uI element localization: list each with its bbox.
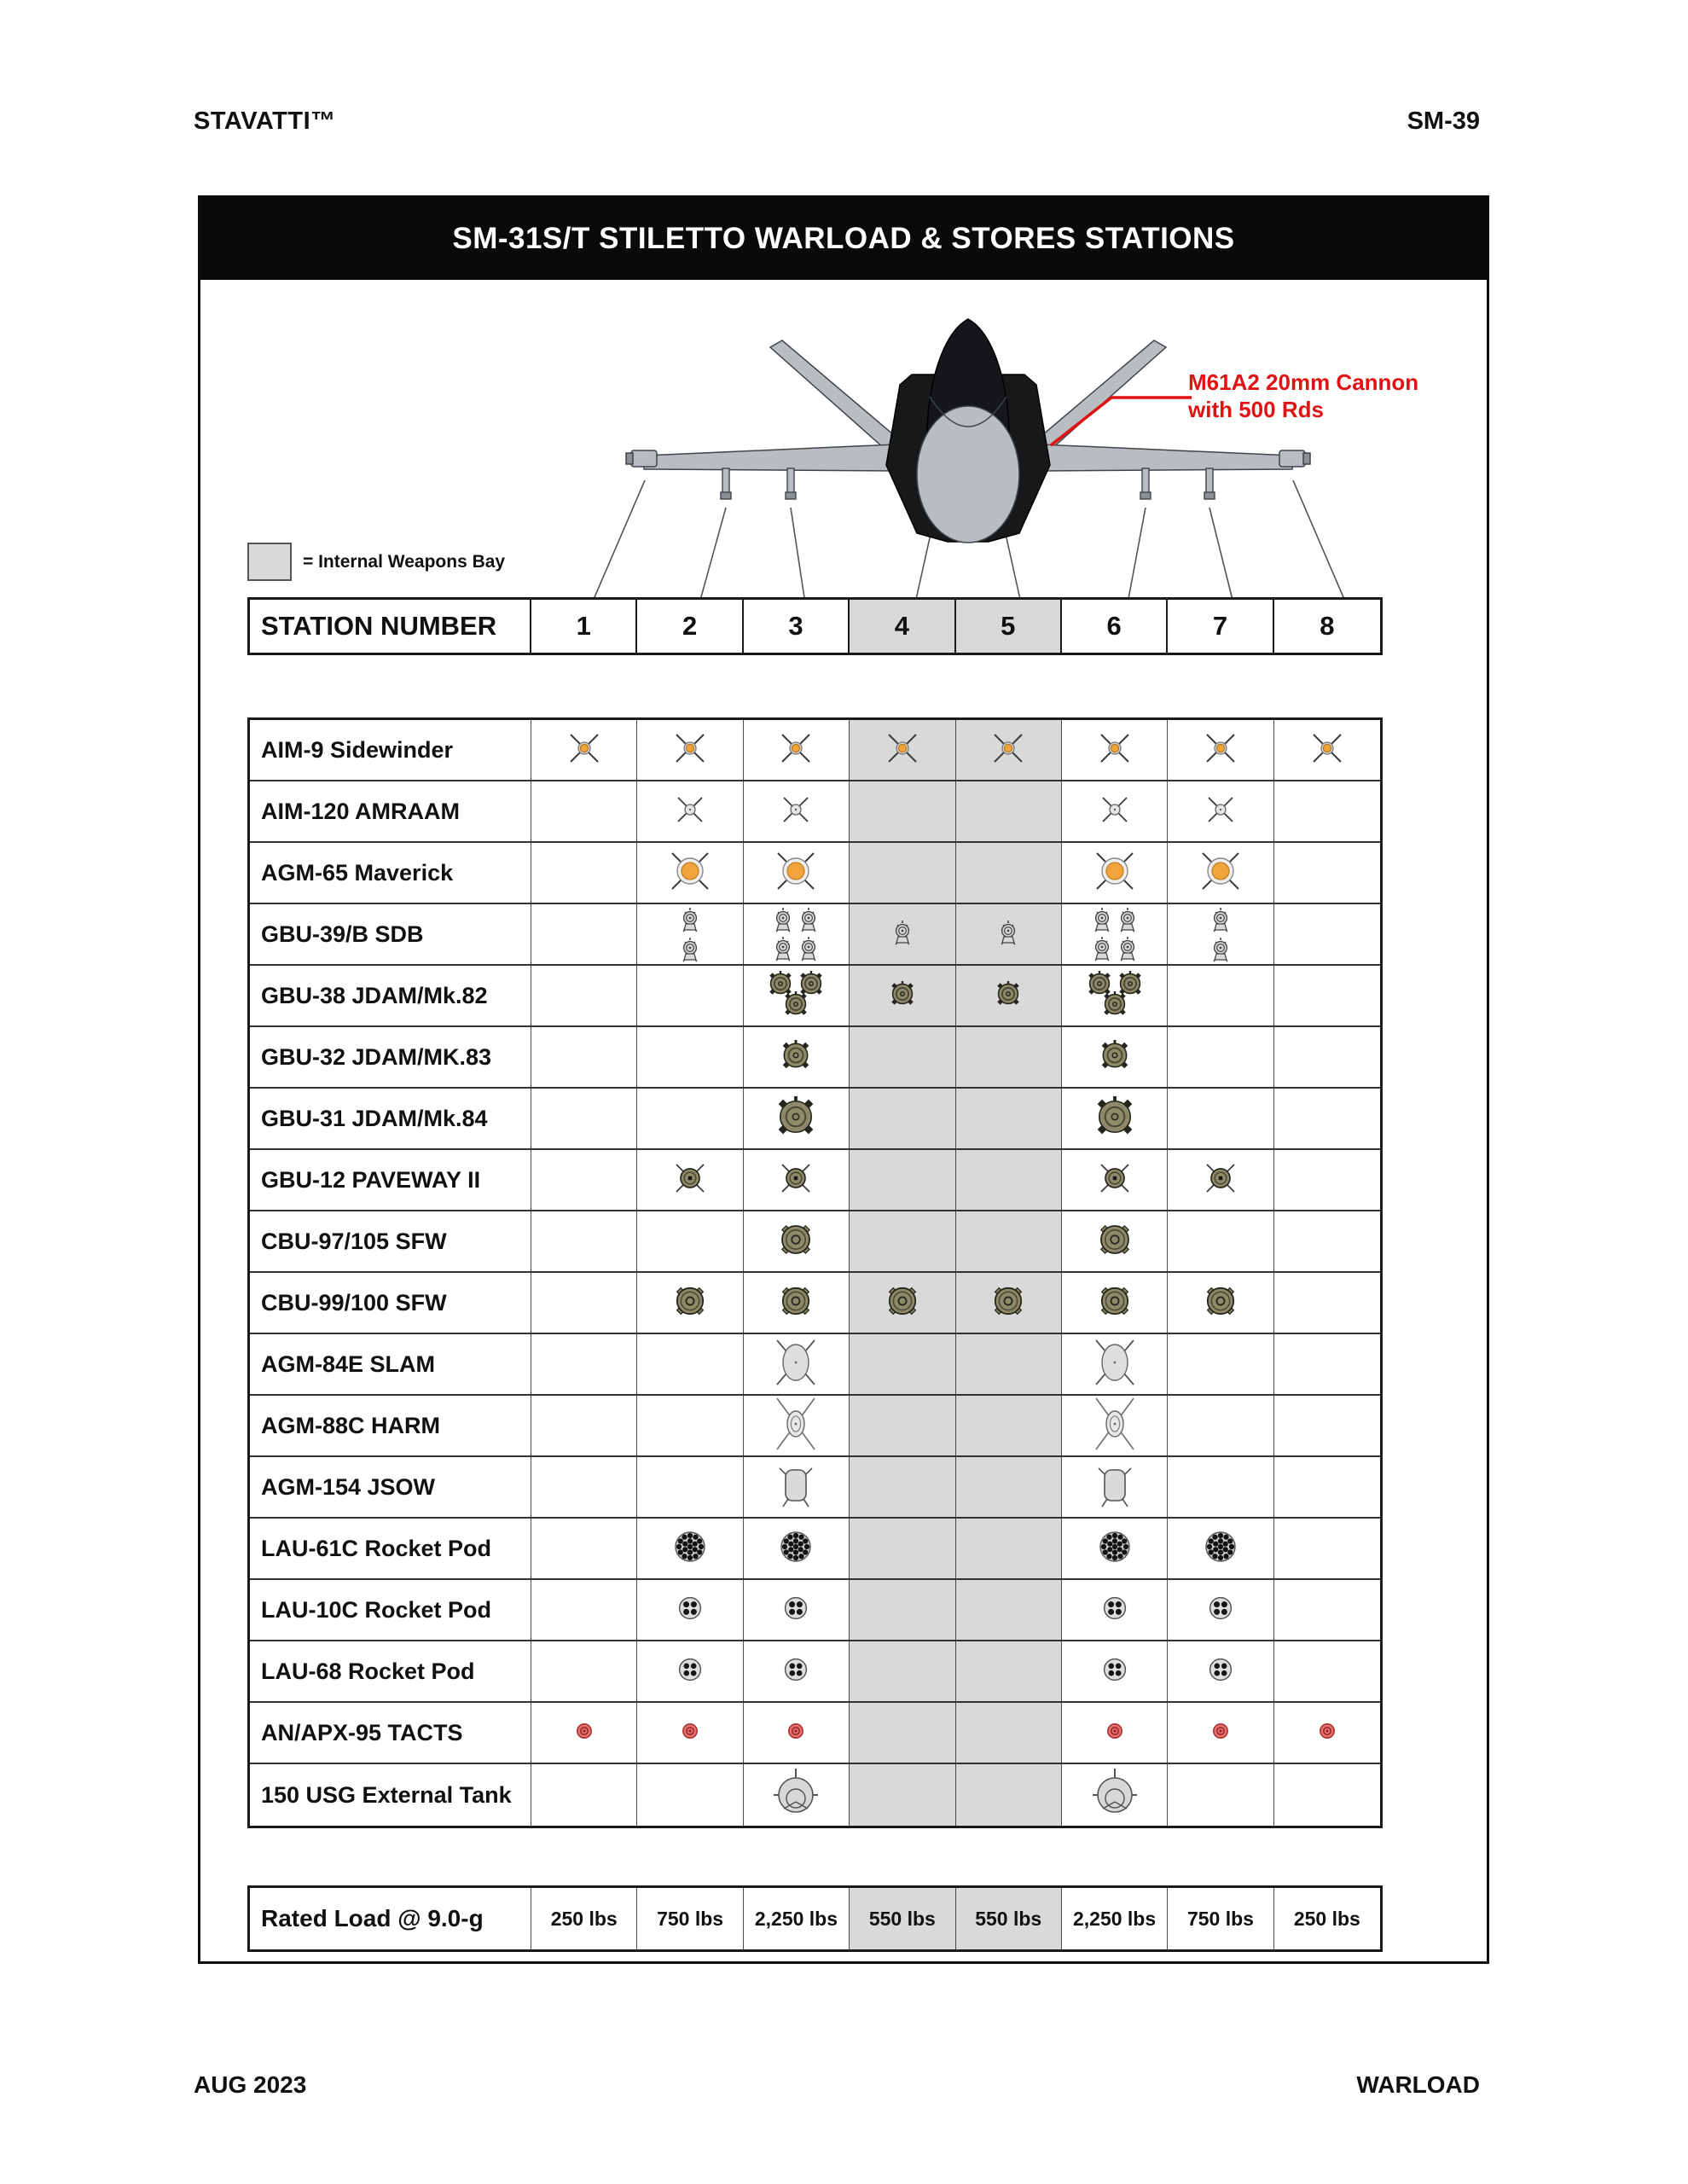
lau68-pod-icon [1103, 1658, 1127, 1686]
station-loadout-cell [1168, 1089, 1273, 1148]
station-loadout-cell [1274, 1027, 1380, 1087]
weapon-row [250, 1457, 1380, 1519]
station-loadout-cell [1062, 1641, 1168, 1701]
weapon-row [250, 720, 1380, 781]
internal-bay-legend [247, 543, 505, 581]
aim120-missile-icon [676, 795, 705, 828]
weapons-stores-table [247, 717, 1383, 1828]
cbu97-bomb-icon [1098, 1223, 1132, 1261]
weapon-row [250, 1519, 1380, 1580]
aim9-missile-icon [1310, 731, 1344, 770]
station-loadout-cell [1062, 1334, 1168, 1394]
agm154-glide-icon [777, 1463, 815, 1512]
aim9-missile-icon [567, 731, 601, 770]
station-loadout-cell [1062, 1211, 1168, 1271]
weapon-label-cell: AN/APX-95 TACTS [250, 1703, 531, 1763]
station-loadout-cell [850, 1396, 955, 1455]
station-loadout-cell [531, 1641, 637, 1701]
station-loadout-cell [744, 1396, 850, 1455]
agm65-missile-icon [668, 849, 712, 897]
cannon-annotation [1188, 369, 1470, 423]
gbu39-bomb-icon [1212, 907, 1229, 962]
station-loadout-cell [850, 1334, 955, 1394]
station-loadout-cell [637, 1457, 743, 1517]
cbu99-bomb-icon [886, 1285, 919, 1321]
tacts-pod-icon [576, 1722, 593, 1744]
station-loadout-cell [744, 1703, 850, 1763]
station-loadout-cell [956, 1150, 1062, 1210]
fuel-tank-icon [771, 1767, 821, 1824]
station-loadout-cell [637, 781, 743, 841]
station-loadout-cell [1274, 1273, 1380, 1333]
weapon-row [250, 1764, 1380, 1826]
station-loadout-cell [956, 966, 1062, 1025]
station-loadout-cell [1168, 966, 1273, 1025]
station-loadout-cell [531, 1334, 637, 1394]
aircraft-front-view [548, 310, 1453, 604]
station-loadout-cell [1062, 1027, 1168, 1087]
weapon-row [250, 1211, 1380, 1273]
station-loadout-cell [744, 1027, 850, 1087]
fuel-tank-icon [1090, 1767, 1140, 1824]
gbu38-bomb-icon [768, 971, 824, 1021]
station-loadout-cell [1274, 781, 1380, 841]
lau68-pod-icon [678, 1658, 702, 1686]
station-loadout-cell [850, 1150, 955, 1210]
station-loadout-cell [637, 1211, 743, 1271]
weapon-row [250, 781, 1380, 843]
station-loadout-cell [1168, 1580, 1273, 1640]
station-loadout-cell [531, 1580, 637, 1640]
weapon-row [250, 1027, 1380, 1089]
aim9-missile-icon [673, 731, 707, 770]
weapon-label-cell: AGM-154 JSOW [250, 1457, 531, 1517]
weapon-label-cell: GBU-31 JDAM/Mk.84 [250, 1089, 531, 1148]
station-loadout-cell [956, 720, 1062, 780]
station-loadout-cell [1062, 1519, 1168, 1578]
station-loadout-cell [1168, 904, 1273, 964]
station-loadout-cell [1168, 1334, 1273, 1394]
aim120-missile-icon [1206, 795, 1235, 828]
station-loadout-cell [1274, 1580, 1380, 1640]
weapon-row [250, 1273, 1380, 1334]
station-number-cell: 5 [956, 600, 1062, 653]
station-loadout-cell [1274, 1211, 1380, 1271]
station-loadout-cell [1062, 1396, 1168, 1455]
station-loadout-cell [744, 781, 850, 841]
station-number-cell: 4 [850, 600, 955, 653]
weapon-label-cell: CBU-99/100 SFW [250, 1273, 531, 1333]
station-loadout-cell [1274, 904, 1380, 964]
station-loadout-cell [956, 1334, 1062, 1394]
station-loadout-cell [1062, 1089, 1168, 1148]
panel-title: SM-31S/T STILETTO WARLOAD & STORES STATIONS [452, 222, 1235, 255]
weapon-row [250, 843, 1380, 904]
aim120-missile-icon [781, 795, 810, 828]
station-loadout-cell [1168, 781, 1273, 841]
agm84-missile-icon [1090, 1338, 1140, 1391]
rated-load-value: 250 lbs [1293, 1907, 1360, 1930]
station-loadout-cell [744, 720, 850, 780]
station-loadout-cell [850, 781, 955, 841]
tacts-pod-icon [787, 1722, 804, 1744]
aim9-missile-icon [991, 731, 1025, 770]
station-loadout-cell [956, 1580, 1062, 1640]
lau61-pod-icon [780, 1531, 812, 1567]
rated-load-table [247, 1885, 1383, 1952]
lau68-pod-icon [1209, 1658, 1233, 1686]
agm65-missile-icon [1093, 849, 1137, 897]
rated-load-value: 2,250 lbs [744, 1888, 850, 1949]
station-loadout-cell [637, 1273, 743, 1333]
doc-code: SM-39 [1407, 107, 1480, 135]
station-loadout-cell [1062, 781, 1168, 841]
station-loadout-cell [1168, 1519, 1273, 1578]
weapon-row [250, 1580, 1380, 1641]
gbu39-bomb-icon [682, 907, 699, 962]
weapon-label-cell: AIM-120 AMRAAM [250, 781, 531, 841]
aim9-missile-icon [1204, 731, 1238, 770]
gbu39-bomb-icon [774, 907, 817, 961]
station-loadout-cell [637, 1764, 743, 1826]
station-loadout-cell [1168, 1211, 1273, 1271]
brand-text: STAVATTI™ [194, 107, 336, 135]
agm65-missile-icon [774, 849, 818, 897]
station-loadout-cell [850, 1457, 955, 1517]
gbu12-bomb-icon [778, 1160, 814, 1200]
gbu32-bomb-icon [780, 1040, 811, 1075]
station-loadout-cell [744, 1457, 850, 1517]
station-loadout-cell [850, 904, 955, 964]
station-loadout-cell [744, 966, 850, 1025]
station-loadout-cell [1168, 1027, 1273, 1087]
station-loadout-cell [1168, 843, 1273, 903]
agm88-missile-icon [769, 1397, 822, 1455]
cbu99-bomb-icon [1099, 1285, 1131, 1321]
gbu39-bomb-icon [1000, 920, 1017, 950]
cannon-annotation-line1: M61A2 20mm Cannon [1188, 369, 1419, 395]
station-loadout-cell [531, 966, 637, 1025]
cannon-annotation-line2: with 500 Rds [1188, 397, 1324, 422]
station-loadout-cell [1274, 1150, 1380, 1210]
gbu31-bomb-icon [1094, 1096, 1135, 1141]
station-loadout-cell [744, 1150, 850, 1210]
station-loadout-cell [531, 1703, 637, 1763]
lau10-pod-icon [784, 1596, 808, 1624]
legend-label: = Internal Weapons Bay [303, 551, 506, 572]
station-loadout-cell [956, 843, 1062, 903]
station-loadout-cell [850, 720, 955, 780]
station-loadout-cell [637, 1641, 743, 1701]
station-loadout-cell [1274, 1334, 1380, 1394]
station-loadout-cell [531, 1396, 637, 1455]
lau61-pod-icon [1204, 1531, 1237, 1567]
station-loadout-cell [1168, 1457, 1273, 1517]
weapon-row [250, 1089, 1380, 1150]
rated-load-value: 750 lbs [1168, 1888, 1273, 1949]
station-loadout-cell [850, 1273, 955, 1333]
tacts-pod-icon [1106, 1722, 1123, 1744]
station-loadout-cell [1062, 1580, 1168, 1640]
weapon-row [250, 966, 1380, 1027]
station-loadout-cell [1274, 966, 1380, 1025]
aim9-missile-icon [885, 731, 919, 770]
station-number-table [247, 597, 1383, 655]
station-header-label: STATION NUMBER [250, 600, 531, 653]
footer-section: WARLOAD [1356, 2071, 1480, 2098]
station-loadout-cell [1168, 1703, 1273, 1763]
gbu12-bomb-icon [672, 1160, 708, 1200]
station-loadout-cell [956, 904, 1062, 964]
cbu99-bomb-icon [1204, 1285, 1237, 1321]
station-loadout-cell [850, 1764, 955, 1826]
station-loadout-cell [850, 1641, 955, 1701]
weapon-row [250, 1334, 1380, 1396]
gbu12-bomb-icon [1203, 1160, 1238, 1200]
lau68-pod-icon [784, 1658, 808, 1686]
station-loadout-cell [956, 1519, 1062, 1578]
weapon-row [250, 1641, 1380, 1703]
weapon-row [250, 1150, 1380, 1211]
station-loadout-cell [956, 781, 1062, 841]
station-loadout-cell [850, 1580, 955, 1640]
station-loadout-cell [1062, 1457, 1168, 1517]
station-loadout-cell [637, 1027, 743, 1087]
station-loadout-cell [744, 843, 850, 903]
station-loadout-cell [531, 1457, 637, 1517]
station-number-cell: 7 [1168, 600, 1273, 653]
weapon-label-cell: 150 USG External Tank [250, 1764, 531, 1826]
station-loadout-cell [744, 1641, 850, 1701]
weapon-label-cell: CBU-97/105 SFW [250, 1211, 531, 1271]
station-loadout-cell [637, 843, 743, 903]
weapon-label-cell: LAU-61C Rocket Pod [250, 1519, 531, 1578]
weapon-label-cell: GBU-12 PAVEWAY II [250, 1150, 531, 1210]
weapon-label-cell: LAU-68 Rocket Pod [250, 1641, 531, 1701]
cbu99-bomb-icon [992, 1285, 1024, 1321]
station-loadout-cell [1168, 1641, 1273, 1701]
gbu12-bomb-icon [1097, 1160, 1133, 1200]
station-loadout-cell [744, 1273, 850, 1333]
footer-date: AUG 2023 [194, 2071, 307, 2098]
aim120-missile-icon [1100, 795, 1129, 828]
station-loadout-cell [531, 720, 637, 780]
station-loadout-cell [1062, 904, 1168, 964]
station-loadout-cell [956, 1641, 1062, 1701]
weapon-label-cell: LAU-10C Rocket Pod [250, 1580, 531, 1640]
station-loadout-cell [956, 1027, 1062, 1087]
tacts-pod-icon [1319, 1722, 1336, 1744]
warload-panel [198, 195, 1489, 1964]
station-loadout-cell [1274, 843, 1380, 903]
station-loadout-cell [956, 1396, 1062, 1455]
rated-load-value: 750 lbs [637, 1888, 743, 1949]
station-loadout-cell [531, 1764, 637, 1826]
station-loadout-cell [850, 1519, 955, 1578]
weapon-label-cell: AIM-9 Sidewinder [250, 720, 531, 780]
agm154-glide-icon [1096, 1463, 1134, 1512]
weapon-label-cell: AGM-84E SLAM [250, 1334, 531, 1394]
weapon-row [250, 904, 1380, 966]
station-loadout-cell [744, 1089, 850, 1148]
station-loadout-cell [1062, 843, 1168, 903]
weapon-label-cell: AGM-65 Maverick [250, 843, 531, 903]
station-loadout-cell [637, 904, 743, 964]
station-loadout-cell [637, 1703, 743, 1763]
station-loadout-cell [744, 904, 850, 964]
station-loadout-cell [637, 966, 743, 1025]
station-loadout-cell [1168, 1150, 1273, 1210]
station-loadout-cell [1274, 1519, 1380, 1578]
gbu32-bomb-icon [1099, 1040, 1130, 1075]
cbu99-bomb-icon [780, 1285, 812, 1321]
tacts-pod-icon [1212, 1722, 1229, 1744]
station-loadout-cell [531, 904, 637, 964]
station-loadout-cell [637, 1334, 743, 1394]
station-loadout-cell [850, 843, 955, 903]
lau10-pod-icon [1209, 1596, 1233, 1624]
gbu38-bomb-icon [890, 981, 915, 1011]
station-loadout-cell [850, 1089, 955, 1148]
station-loadout-cell [531, 1519, 637, 1578]
station-loadout-cell [1168, 1764, 1273, 1826]
lau10-pod-icon [678, 1596, 702, 1624]
aim9-missile-icon [779, 731, 813, 770]
station-loadout-cell [956, 1703, 1062, 1763]
station-loadout-cell [1274, 1457, 1380, 1517]
agm88-missile-icon [1088, 1397, 1141, 1455]
station-loadout-cell [1168, 720, 1273, 780]
station-loadout-cell [744, 1519, 850, 1578]
station-loadout-cell [637, 1519, 743, 1578]
station-loadout-cell [956, 1211, 1062, 1271]
station-loadout-cell [744, 1211, 850, 1271]
legend-swatch [247, 543, 292, 581]
station-loadout-cell [850, 966, 955, 1025]
station-number-cell: 1 [531, 600, 637, 653]
cbu99-bomb-icon [674, 1285, 706, 1321]
cbu97-bomb-icon [779, 1223, 813, 1261]
station-number-cell: 3 [744, 600, 850, 653]
station-loadout-cell [956, 1089, 1062, 1148]
station-loadout-cell [531, 1027, 637, 1087]
rated-load-value: 2,250 lbs [1062, 1888, 1168, 1949]
station-loadout-cell [956, 1764, 1062, 1826]
station-loadout-cell [637, 1150, 743, 1210]
station-loadout-cell [850, 1703, 955, 1763]
station-loadout-cell [531, 1211, 637, 1271]
gbu38-bomb-icon [1087, 971, 1143, 1021]
station-loadout-cell [637, 1396, 743, 1455]
agm65-missile-icon [1198, 849, 1243, 897]
lau61-pod-icon [674, 1531, 706, 1567]
gbu38-bomb-icon [995, 981, 1021, 1011]
weapon-label-cell: AGM-88C HARM [250, 1396, 531, 1455]
station-number-cell: 6 [1062, 600, 1168, 653]
station-loadout-cell [531, 843, 637, 903]
station-loadout-cell [531, 1150, 637, 1210]
station-loadout-cell [1274, 1089, 1380, 1148]
gbu39-bomb-icon [1093, 907, 1136, 961]
station-loadout-cell [1274, 1703, 1380, 1763]
tacts-pod-icon [682, 1722, 699, 1744]
gbu39-bomb-icon [894, 920, 911, 950]
weapon-label-cell: GBU-32 JDAM/MK.83 [250, 1027, 531, 1087]
station-loadout-cell [1062, 1764, 1168, 1826]
rated-load-value: 550 lbs [956, 1888, 1062, 1949]
station-loadout-cell [1168, 1396, 1273, 1455]
station-loadout-cell [637, 1580, 743, 1640]
lau61-pod-icon [1099, 1531, 1131, 1567]
station-loadout-cell [1062, 1150, 1168, 1210]
panel-title-bar [200, 198, 1487, 280]
station-loadout-cell [1274, 1396, 1380, 1455]
weapon-row [250, 1703, 1380, 1764]
station-loadout-cell [956, 1457, 1062, 1517]
station-loadout-cell [1062, 720, 1168, 780]
station-loadout-cell [637, 720, 743, 780]
station-loadout-cell [850, 1211, 955, 1271]
rated-load-value: 250 lbs [531, 1888, 637, 1949]
station-loadout-cell [956, 1273, 1062, 1333]
station-number-cell: 8 [1320, 611, 1335, 641]
agm84-missile-icon [771, 1338, 821, 1391]
rated-load-label: Rated Load @ 9.0-g [250, 1888, 531, 1949]
station-loadout-cell [531, 781, 637, 841]
station-loadout-cell [1274, 720, 1380, 780]
station-loadout-cell [850, 1027, 955, 1087]
station-loadout-cell [744, 1334, 850, 1394]
station-loadout-cell [1274, 1641, 1380, 1701]
station-loadout-cell [531, 1089, 637, 1148]
rated-load-value: 550 lbs [850, 1888, 955, 1949]
station-loadout-cell [1062, 1273, 1168, 1333]
weapon-row [250, 1396, 1380, 1457]
gbu31-bomb-icon [775, 1096, 816, 1141]
station-loadout-cell [1274, 1764, 1380, 1826]
aim9-missile-icon [1098, 731, 1132, 770]
lau10-pod-icon [1103, 1596, 1127, 1624]
station-loadout-cell [1168, 1273, 1273, 1333]
station-loadout-cell [1062, 1703, 1168, 1763]
weapon-label-cell: GBU-38 JDAM/Mk.82 [250, 966, 531, 1025]
station-number-cell: 2 [637, 600, 743, 653]
station-loadout-cell [744, 1580, 850, 1640]
station-loadout-cell [531, 1273, 637, 1333]
weapon-label-cell: GBU-39/B SDB [250, 904, 531, 964]
station-loadout-cell [637, 1089, 743, 1148]
station-loadout-cell [1062, 966, 1168, 1025]
station-loadout-cell [744, 1764, 850, 1826]
